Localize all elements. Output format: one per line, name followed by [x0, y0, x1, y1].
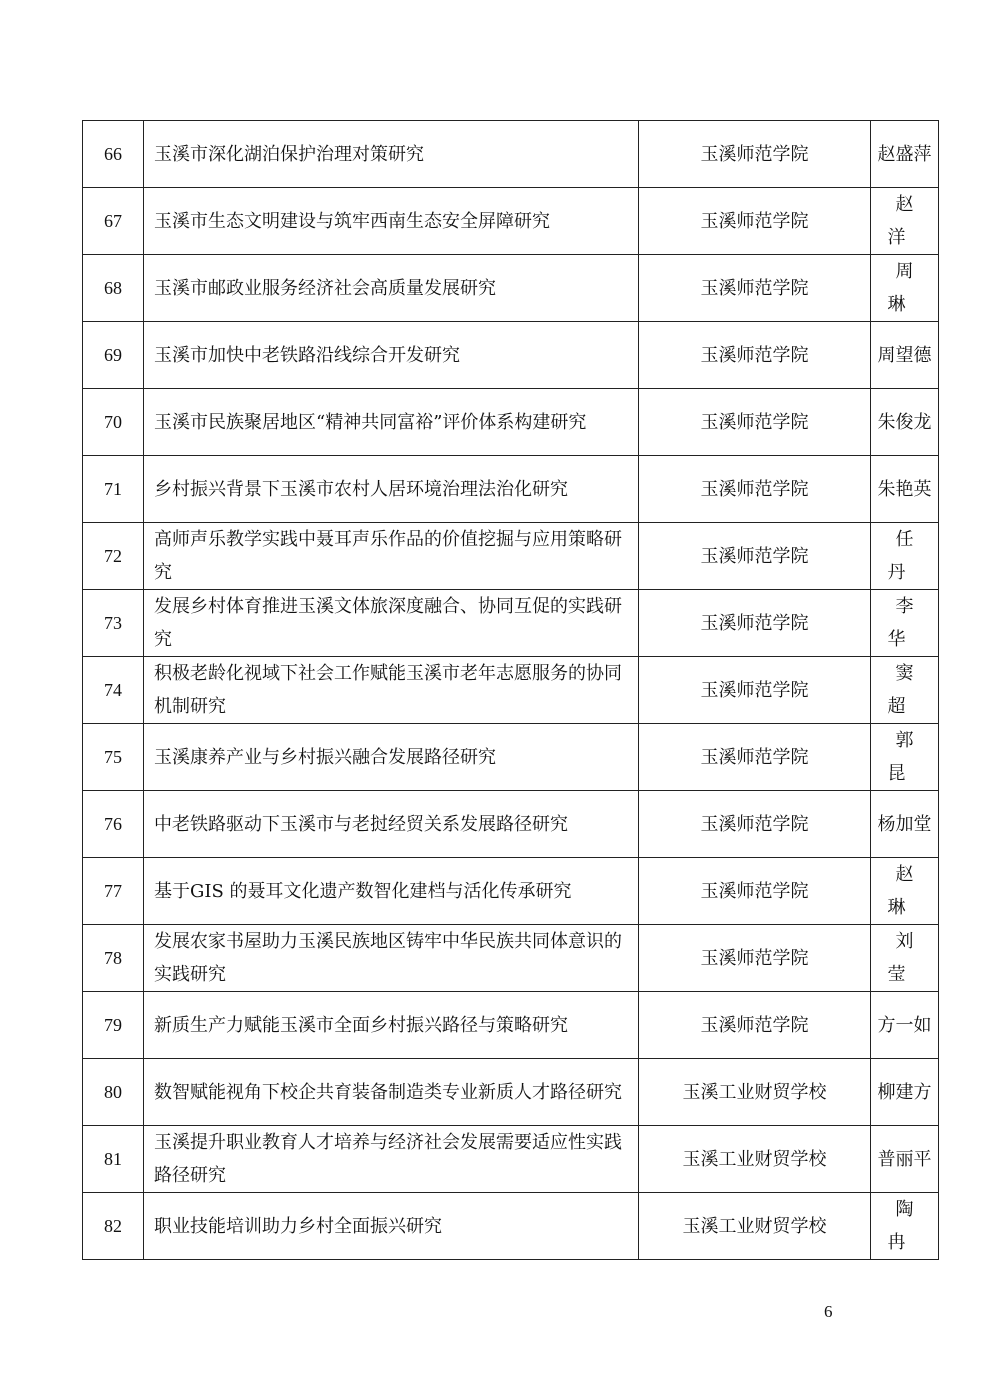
- project-table-body: [83, 121, 939, 1260]
- row-number: 71: [83, 456, 144, 523]
- row-number: 76: [83, 791, 144, 858]
- project-title: 发展农家书屋助力玉溪民族地区铸牢中华民族共同体意识的实践研究: [144, 925, 639, 992]
- project-title: 数智赋能视角下校企共育装备制造类专业新质人才路径研究: [144, 1059, 639, 1126]
- organization: 玉溪工业财贸学校: [639, 1126, 871, 1193]
- person-in-charge: 杨加堂: [871, 791, 939, 858]
- organization: 玉溪师范学院: [639, 523, 871, 590]
- project-title: 积极老龄化视域下社会工作赋能玉溪市老年志愿服务的协同机制研究: [144, 657, 639, 724]
- project-title: 玉溪市邮政业服务经济社会高质量发展研究: [144, 255, 639, 322]
- table-row: [83, 389, 939, 456]
- project-title: 玉溪康养产业与乡村振兴融合发展路径研究: [144, 724, 639, 791]
- project-title: 职业技能培训助力乡村全面振兴研究: [144, 1193, 639, 1260]
- table-row: [83, 791, 939, 858]
- table-row: [83, 992, 939, 1059]
- organization: 玉溪师范学院: [639, 858, 871, 925]
- organization: 玉溪师范学院: [639, 255, 871, 322]
- person-in-charge: 柳建方: [871, 1059, 939, 1126]
- project-title: 玉溪市民族聚居地区“精神共同富裕”评价体系构建研究: [144, 389, 639, 456]
- person-in-charge: 任丹: [871, 523, 939, 590]
- table-row: [83, 590, 939, 657]
- project-title: 新质生产力赋能玉溪市全面乡村振兴路径与策略研究: [144, 992, 639, 1059]
- project-title: 玉溪市加快中老铁路沿线综合开发研究: [144, 322, 639, 389]
- row-number: 77: [83, 858, 144, 925]
- project-title: 高师声乐教学实践中聂耳声乐作品的价值挖掘与应用策略研究: [144, 523, 639, 590]
- person-in-charge: 赵琳: [871, 858, 939, 925]
- organization: 玉溪师范学院: [639, 925, 871, 992]
- person-in-charge: 周琳: [871, 255, 939, 322]
- organization: 玉溪师范学院: [639, 389, 871, 456]
- project-title: 玉溪市深化湖泊保护治理对策研究: [144, 121, 639, 188]
- table-row: [83, 322, 939, 389]
- organization: 玉溪师范学院: [639, 121, 871, 188]
- project-table: [82, 120, 939, 1260]
- table-row: [83, 523, 939, 590]
- table-row: [83, 925, 939, 992]
- table-row: [83, 724, 939, 791]
- person-in-charge: 刘莹: [871, 925, 939, 992]
- row-number: 78: [83, 925, 144, 992]
- person-in-charge: 郭昆: [871, 724, 939, 791]
- person-in-charge: 陶冉: [871, 1193, 939, 1260]
- project-title: 发展乡村体育推进玉溪文体旅深度融合、协同互促的实践研究: [144, 590, 639, 657]
- project-title: 乡村振兴背景下玉溪市农村人居环境治理法治化研究: [144, 456, 639, 523]
- table-row: [83, 121, 939, 188]
- person-in-charge: 赵洋: [871, 188, 939, 255]
- row-number: 69: [83, 322, 144, 389]
- row-number: 82: [83, 1193, 144, 1260]
- row-number: 73: [83, 590, 144, 657]
- person-in-charge: 李华: [871, 590, 939, 657]
- project-title: 基于GIS 的聂耳文化遗产数智化建档与活化传承研究: [144, 858, 639, 925]
- organization: 玉溪师范学院: [639, 188, 871, 255]
- table-row: [83, 1059, 939, 1126]
- table-row: [83, 456, 939, 523]
- organization: 玉溪师范学院: [639, 322, 871, 389]
- project-title: 玉溪市生态文明建设与筑牢西南生态安全屏障研究: [144, 188, 639, 255]
- person-in-charge: 方一如: [871, 992, 939, 1059]
- table-row: [83, 255, 939, 322]
- organization: 玉溪工业财贸学校: [639, 1059, 871, 1126]
- row-number: 74: [83, 657, 144, 724]
- organization: 玉溪师范学院: [639, 791, 871, 858]
- table-row: [83, 1126, 939, 1193]
- person-in-charge: 朱艳英: [871, 456, 939, 523]
- project-title: 玉溪提升职业教育人才培养与经济社会发展需要适应性实践路径研究: [144, 1126, 639, 1193]
- organization: 玉溪师范学院: [639, 456, 871, 523]
- table-row: [83, 858, 939, 925]
- page-number: 6: [824, 1302, 833, 1321]
- row-number: 67: [83, 188, 144, 255]
- person-in-charge: 朱俊龙: [871, 389, 939, 456]
- project-title: 中老铁路驱动下玉溪市与老挝经贸关系发展路径研究: [144, 791, 639, 858]
- table-row: [83, 657, 939, 724]
- row-number: 75: [83, 724, 144, 791]
- row-number: 80: [83, 1059, 144, 1126]
- organization: 玉溪工业财贸学校: [639, 1193, 871, 1260]
- row-number: 81: [83, 1126, 144, 1193]
- table-row: [83, 1193, 939, 1260]
- row-number: 66: [83, 121, 144, 188]
- organization: 玉溪师范学院: [639, 657, 871, 724]
- organization: 玉溪师范学院: [639, 590, 871, 657]
- row-number: 68: [83, 255, 144, 322]
- organization: 玉溪师范学院: [639, 724, 871, 791]
- person-in-charge: 赵盛萍: [871, 121, 939, 188]
- person-in-charge: 普丽平: [871, 1126, 939, 1193]
- person-in-charge: 窦超: [871, 657, 939, 724]
- table-row: [83, 188, 939, 255]
- organization: 玉溪师范学院: [639, 992, 871, 1059]
- row-number: 72: [83, 523, 144, 590]
- row-number: 79: [83, 992, 144, 1059]
- row-number: 70: [83, 389, 144, 456]
- person-in-charge: 周望德: [871, 322, 939, 389]
